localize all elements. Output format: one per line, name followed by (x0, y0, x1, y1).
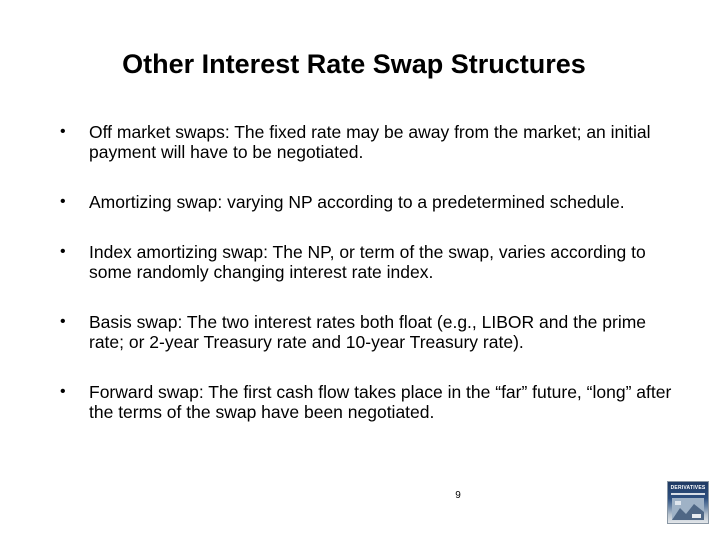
bullet-item (60, 192, 680, 212)
book-cover-logo (667, 481, 709, 524)
slide-title: Other Interest Rate Swap Structures (122, 49, 586, 79)
book-cover-art-icon (672, 498, 704, 520)
book-cover-band (671, 493, 705, 495)
bullet-dot-icon: • (60, 193, 66, 210)
bullet-text: Basis swap: The two interest rates both float (e.g., LIBOR and the prime rate; or 2-year Treasury rate and 10-year Treasury rate). (89, 312, 647, 352)
bullet-item (60, 312, 680, 352)
page-number: 9 (455, 490, 461, 501)
book-cover-title: DERIVATIVES (670, 485, 706, 491)
bullet-item (60, 242, 680, 282)
bullet-text: Forward swap: The first cash flow takes place in the “far” future, “long” after the terms of the swap have been negotiated. (89, 382, 672, 422)
bullet-dot-icon: • (60, 313, 66, 330)
bullet-text: Index amortizing swap: The NP, or term of the swap, varies according to some randomly changing interest rate index. (89, 242, 646, 282)
bullet-item (60, 122, 680, 162)
bullet-text: Amortizing swap: varying NP according to a predetermined schedule. (89, 192, 625, 212)
bullet-list (60, 122, 680, 452)
bullet-text: Off market swaps: The fixed rate may be away from the market; an initial payment will have to be negotiated. (89, 122, 651, 162)
bullet-dot-icon: • (60, 383, 66, 400)
bullet-dot-icon: • (60, 243, 66, 260)
bullet-dot-icon: • (60, 123, 66, 140)
bullet-item (60, 382, 680, 422)
